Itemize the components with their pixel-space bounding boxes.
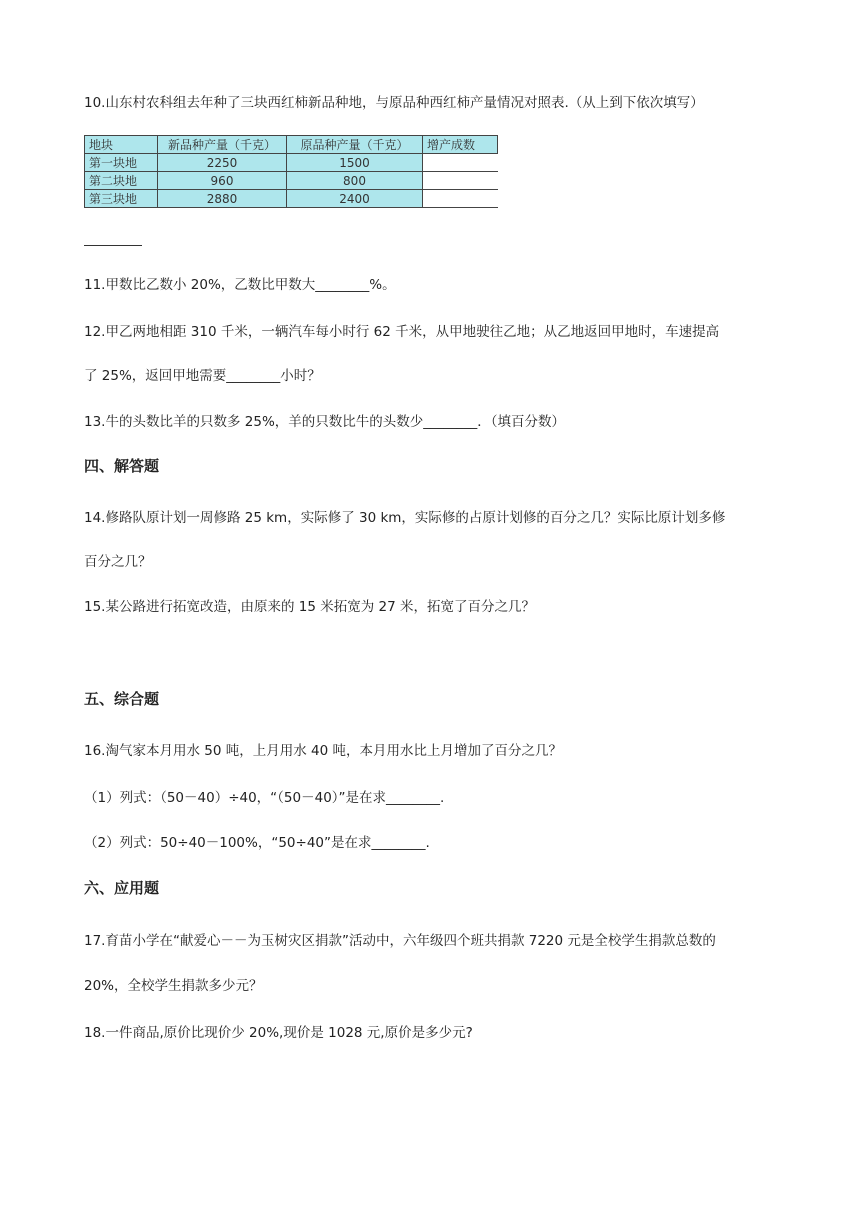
table-header-cell: 增产成数 [423, 136, 498, 154]
section-heading-6: 六、应用题 [84, 879, 160, 897]
table-cell: 第一块地 [85, 154, 158, 172]
question-14-line2: 百分之几？ [84, 554, 152, 570]
table-row [85, 172, 498, 190]
question-16-text: 16.淘气家本月用水 50 吨，上月用水 40 吨，本月用水比上月增加了百分之几？ [84, 743, 562, 759]
table-cell: 1500 [287, 154, 423, 172]
question-12-line2: 了 25%，返回甲地需要________小时？ [84, 368, 321, 384]
answer-cell[interactable] [423, 172, 498, 190]
question-12-line1: 12.甲乙两地相距 310 千米，一辆汽车每小时行 62 千米，从甲地驶往乙地；从乙地返回甲地时，车速提高 [84, 324, 720, 340]
question-15: 15.某公路进行拓宽改造，由原来的 15 米拓宽为 27 米，拓宽了百分之几？ [84, 599, 535, 615]
question-17-line1: 17.育苗小学在“献爱心－－为玉树灾区捐款”活动中，六年级四个班共捐款 7220 元是全校学生捐款总数的 [84, 933, 716, 949]
question-16-part2: （2）列式：50÷40－100%，“50÷40”是在求________. [84, 835, 430, 851]
question-10-text: 10.山东村农科组去年种了三块西红柿新品种地，与原品种西红柿产量情况对照表.（从上到下依次填写） [84, 95, 704, 111]
table-row [85, 154, 498, 172]
table-cell: 2250 [158, 154, 287, 172]
yield-comparison-table [84, 135, 498, 208]
table-cell: 2880 [158, 190, 287, 208]
question-13: 13.牛的头数比羊的只数多 25%，羊的只数比牛的头数少________．（填百分数） [84, 414, 566, 430]
answer-cell[interactable] [423, 190, 498, 208]
table-header-cell: 原品种产量（千克） [287, 136, 423, 154]
question-14-line1: 14.修路队原计划一周修路 25 km，实际修了 30 km，实际修的占原计划修的百分之几？实际比原计划多修 [84, 510, 726, 526]
table-header-cell: 地块 [85, 136, 158, 154]
question-16-part1: （1）列式：（50－40）÷40，“（50－40）”是在求________. [84, 790, 445, 806]
answer-blank-line[interactable] [84, 245, 142, 246]
table-header-cell: 新品种产量（千克） [158, 136, 287, 154]
section-heading-5: 五、综合题 [84, 690, 160, 708]
question-18: 18.一件商品,原价比现价少 20%,现价是 1028 元,原价是多少元? [84, 1025, 473, 1041]
table-cell: 800 [287, 172, 423, 190]
table-cell: 2400 [287, 190, 423, 208]
question-17-line2: 20%，全校学生捐款多少元？ [84, 978, 263, 994]
section-heading-4: 四、解答题 [84, 457, 160, 475]
table-header-row [85, 136, 498, 154]
question-11: 11.甲数比乙数小 20%，乙数比甲数大________%。 [84, 277, 396, 293]
table-cell: 第二块地 [85, 172, 158, 190]
table-cell: 960 [158, 172, 287, 190]
table-row [85, 190, 498, 208]
answer-cell[interactable] [423, 154, 498, 172]
table-cell: 第三块地 [85, 190, 158, 208]
